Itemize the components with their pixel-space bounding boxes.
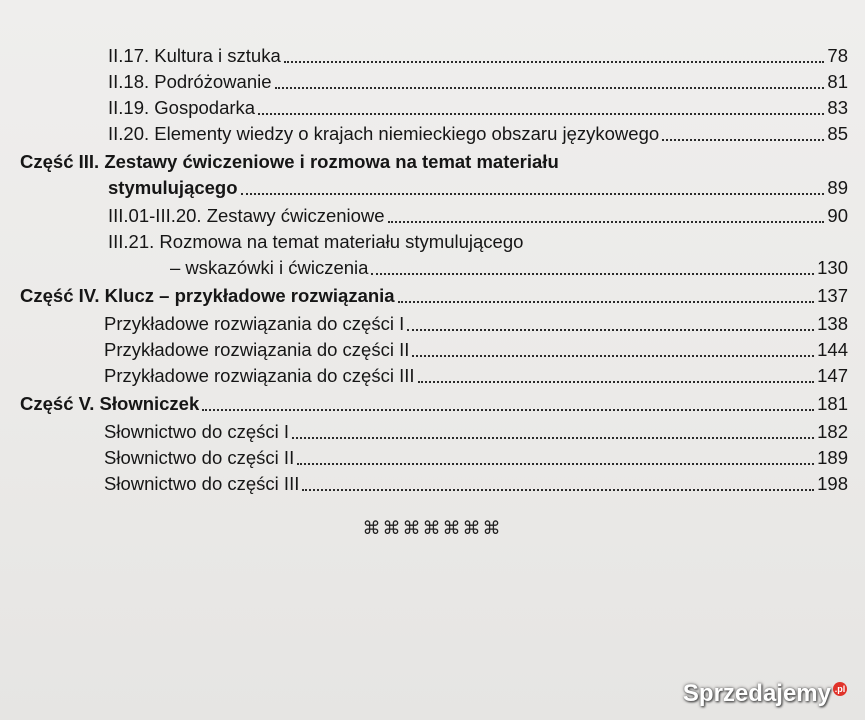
toc-entry-label: Słownictwo do części III [104,473,300,494]
watermark-logo [683,680,847,708]
toc-entry-label: III.01-III.20. Zestawy ćwiczeniowe [108,205,385,226]
dot-leader [398,301,815,303]
toc-entry-page: 81 [827,71,848,92]
toc-entry-key-i [104,312,848,336]
dot-leader [202,409,814,411]
toc-entry-label: Przykładowe rozwiązania do części I [104,313,405,334]
toc-entry-page: 144 [817,339,848,360]
toc-entry-page: 181 [817,393,848,414]
dot-leader [275,87,825,89]
toc-entry-label: II.19. Gospodarka [108,97,256,118]
toc-entry-key-iii [104,364,848,388]
dot-leader [302,489,814,491]
toc-entry-iii-21 [170,256,848,280]
dot-leader [371,273,814,275]
dot-leader [412,355,814,357]
dot-leader [292,437,814,439]
toc-part-label: Część IV. Klucz – przykładowe rozwiązania [20,285,395,306]
toc-entry-ii-17 [108,44,848,68]
toc-entry-key-ii [104,338,848,362]
watermark-text: Sprzedajemy [682,680,831,707]
toc-entry-label: II.18. Podróżowanie [108,71,272,92]
toc-part-iii-heading [20,150,848,174]
toc-entry-ii-19 [108,96,848,120]
toc-entry-label: II.20. Elementy wiedzy o krajach niemieckiego obszaru językowego [108,123,660,144]
toc-entry-vocab-iii [104,472,848,496]
toc-entry-label: II.17. Kultura i sztuka [108,45,281,66]
toc-entry-vocab-ii [104,446,848,470]
toc-part-label: Część V. Słowniczek [20,393,200,414]
toc-entry-label-line1: III.21. Rozmowa na temat materiału stymulującego [108,231,524,252]
toc-entry-page: 198 [817,473,848,494]
toc-entry-page: 83 [827,97,848,118]
toc-entry-page: 90 [827,205,848,226]
toc-entry-label: Słownictwo do części I [104,421,290,442]
toc-entry-page: 89 [827,177,848,198]
toc-entry-page: 85 [827,123,848,144]
toc-part-label-line1: Część III. Zestawy ćwiczeniowe i rozmowa na temat materiału [20,151,559,172]
toc-part-v [20,392,848,416]
toc-part-iv [20,284,848,308]
toc-entry-iii-21-line1 [108,230,848,254]
toc-entry-label: Przykładowe rozwiązania do części II [104,339,410,360]
section-ornament: ⌘⌘⌘⌘⌘⌘⌘ [362,518,503,539]
dot-leader [297,463,814,465]
watermark-badge: .pl [834,684,846,694]
toc-entry-vocab-i [104,420,848,444]
toc-entry-iii-01-20 [108,204,848,228]
toc-entry-page: 138 [817,313,848,334]
toc-entry-page: 130 [817,257,848,278]
toc-entry-label: Przykładowe rozwiązania do części III [104,365,415,386]
toc-entry-page: 78 [827,45,848,66]
toc-entry-page: 182 [817,421,848,442]
dot-leader [388,221,825,223]
toc-part-iii [108,176,848,200]
toc-entry-ii-20 [108,122,848,146]
dot-leader [662,139,824,141]
dot-leader [407,329,814,331]
dot-leader [418,381,815,383]
dot-leader [258,113,824,115]
toc-entry-label-line2: – wskazówki i ćwiczenia [170,257,369,278]
dot-leader [241,193,825,195]
toc-part-label-line2: stymulującego [108,177,238,198]
toc-entry-label: Słownictwo do części II [104,447,295,468]
toc-entry-page: 147 [817,365,848,386]
toc-entry-page: 189 [817,447,848,468]
dot-leader [284,61,825,63]
toc-entry-page: 137 [817,285,848,306]
toc-entry-ii-18 [108,70,848,94]
